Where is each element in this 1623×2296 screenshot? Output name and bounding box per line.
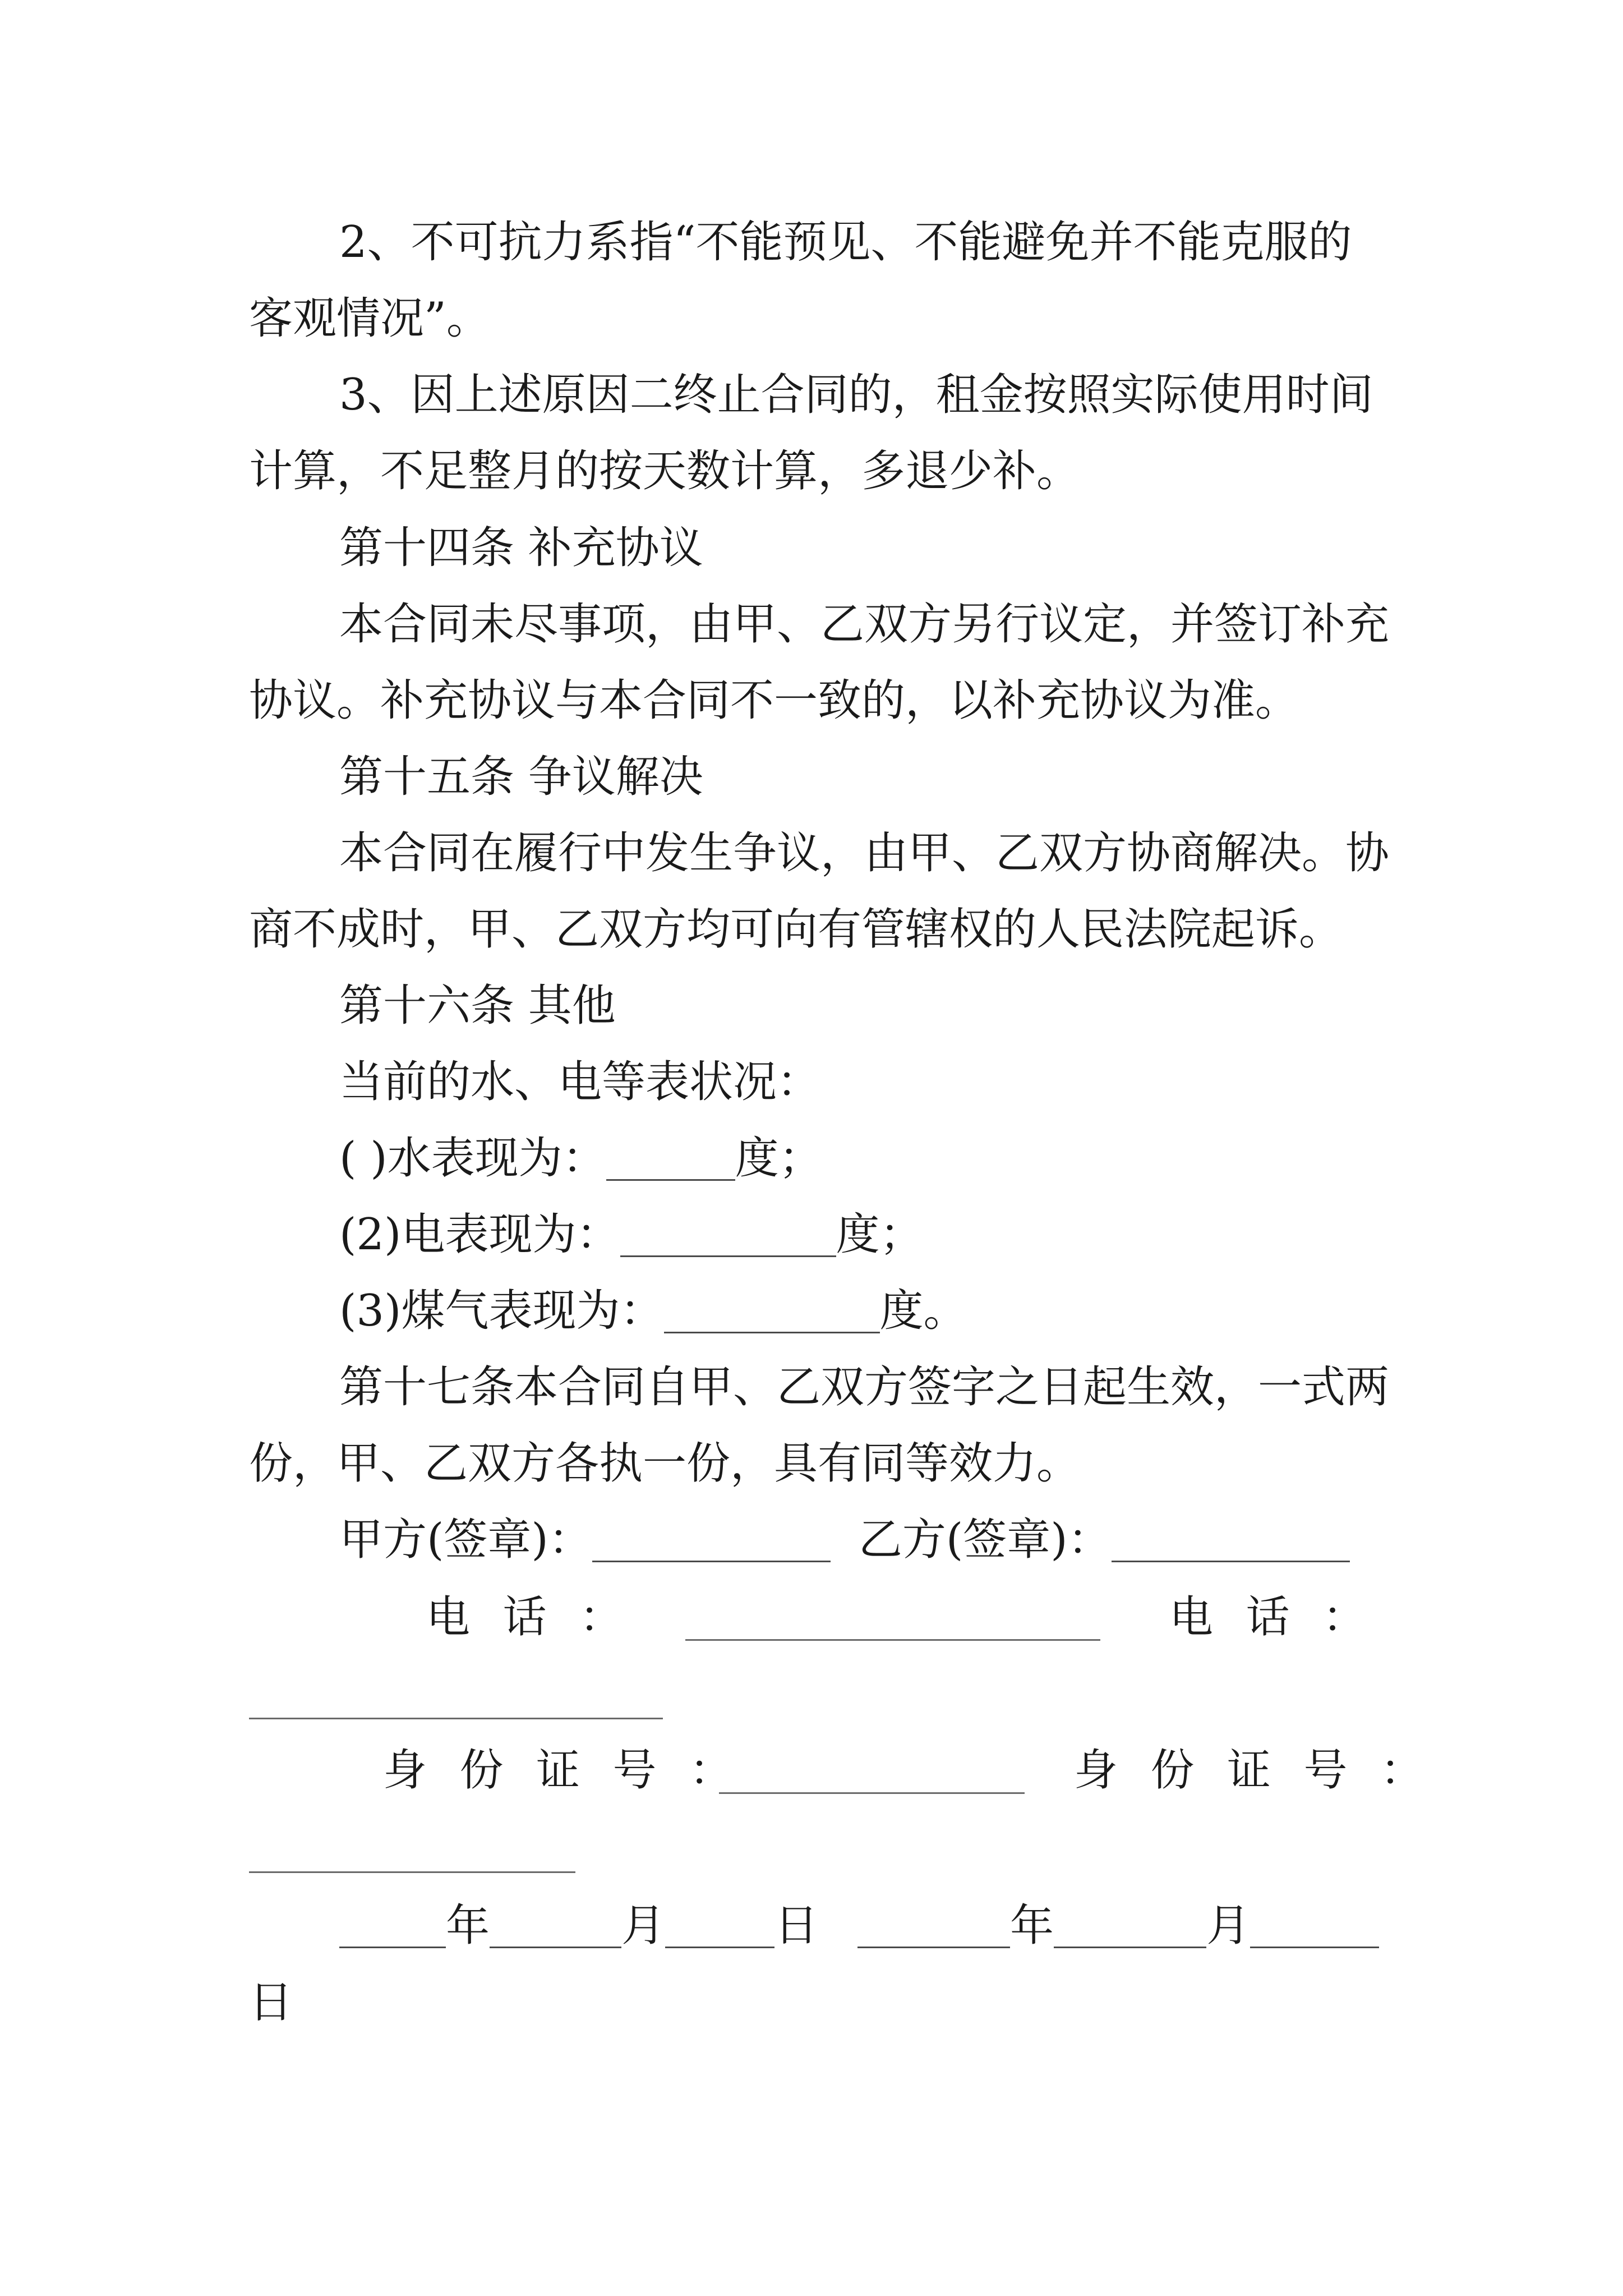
gas-meter-blank[interactable] [664, 1292, 880, 1333]
electric-meter-unit: 度； [836, 1209, 924, 1260]
party-a-phone-blank[interactable] [685, 1639, 1100, 1641]
clause15-heading: 第十五条 争议解决 [339, 752, 703, 802]
electric-meter-label: (2)电表现为： [339, 1209, 620, 1260]
water-meter-blank[interactable] [606, 1140, 735, 1181]
party-b-month-label: 月 [1206, 1901, 1251, 1951]
clause13-item2-line1: 2、不可抗力系指“不能预见、不能避免并不能克服的 [339, 217, 1352, 268]
party-b-year-blank[interactable] [857, 1907, 1010, 1948]
gas-meter-line [339, 1284, 967, 1338]
party-a-day-label: 日 [774, 1901, 819, 1951]
party-a-month-blank[interactable] [490, 1907, 621, 1948]
party-b-day-label: 日 [249, 1977, 293, 2028]
party-b-year-label: 年 [1010, 1901, 1054, 1951]
party-a-year-label: 年 [446, 1901, 490, 1951]
electric-meter-line [339, 1208, 924, 1262]
party-a-phone-label-wrap [426, 1590, 623, 1644]
party-b-phone-label-wrap [1169, 1590, 1366, 1644]
party-b-month-blank[interactable] [1054, 1907, 1206, 1948]
party-b-id-colon: ： [1380, 1745, 1424, 1796]
water-meter-label: ( )水表现为： [339, 1133, 606, 1184]
party-b-phone-blank[interactable] [249, 1718, 663, 1719]
party-a-id-label-wrap [383, 1743, 733, 1797]
clause15-line1: 本合同在履行中发生争议，由甲、乙双方协商解决。协 [339, 828, 1390, 878]
party-b-phone-label: 电话 [1169, 1592, 1323, 1642]
party-a-phone-label: 电话 [426, 1592, 580, 1642]
party-a-id-blank[interactable] [719, 1792, 1025, 1794]
date-line [339, 1899, 1379, 1953]
party-a-id-colon: ： [689, 1745, 734, 1796]
party-a-phone-colon: ： [579, 1592, 624, 1642]
party-b-id-blank[interactable] [249, 1871, 575, 1873]
party-a-month-label: 月 [621, 1901, 666, 1951]
party-a-year-blank[interactable] [339, 1907, 446, 1948]
clause16-intro: 当前的水、电等表状况： [339, 1057, 821, 1107]
party-b-label: 乙方(签章)： [858, 1515, 1112, 1565]
clause14-line2: 协议。补充协议与本合同不一致的，以补充协议为准。 [249, 675, 1299, 726]
water-meter-line [339, 1131, 823, 1185]
clause16-heading: 第十六条 其他 [339, 981, 616, 1031]
party-b-id-label: 身份证号 [1074, 1745, 1381, 1796]
clause13-item3-line2: 计算，不足整月的按天数计算，多退少补。 [249, 446, 1081, 496]
clause14-line1: 本合同未尽事项，由甲、乙双方另行议定，并签订补充 [339, 599, 1390, 650]
party-a-label: 甲方(签章)： [339, 1515, 592, 1565]
clause13-item2-line2: 客观情况”。 [249, 293, 490, 344]
party-b-signature-blank[interactable] [1112, 1521, 1350, 1562]
clause17-line1: 第十七条本合同自甲、乙双方签字之日起生效，一式两 [339, 1362, 1390, 1412]
party-a-day-blank[interactable] [665, 1907, 774, 1948]
electric-meter-blank[interactable] [620, 1216, 836, 1257]
party-b-phone-colon: ： [1322, 1592, 1367, 1642]
clause14-heading: 第十四条 补充协议 [339, 523, 703, 573]
gas-meter-unit: 度。 [879, 1286, 967, 1336]
gas-meter-label: (3)煤气表现为： [339, 1286, 664, 1336]
clause15-line2: 商不成时，甲、乙双方均可向有管辖权的人民法院起诉。 [249, 904, 1343, 955]
party-b-id-label-wrap [1074, 1743, 1424, 1797]
party-b-day-blank[interactable] [1250, 1907, 1379, 1948]
party-a-id-label: 身份证号 [383, 1745, 690, 1796]
party-a-signature-blank[interactable] [592, 1521, 831, 1562]
water-meter-unit: 度； [735, 1133, 823, 1184]
signature-line [339, 1513, 1350, 1567]
clause17-line2: 份，甲、乙双方各执一份，具有同等效力。 [249, 1438, 1081, 1489]
clause13-item3-line1: 3、因上述原因二终止合同的，租金按照实际使用时间 [339, 370, 1373, 420]
